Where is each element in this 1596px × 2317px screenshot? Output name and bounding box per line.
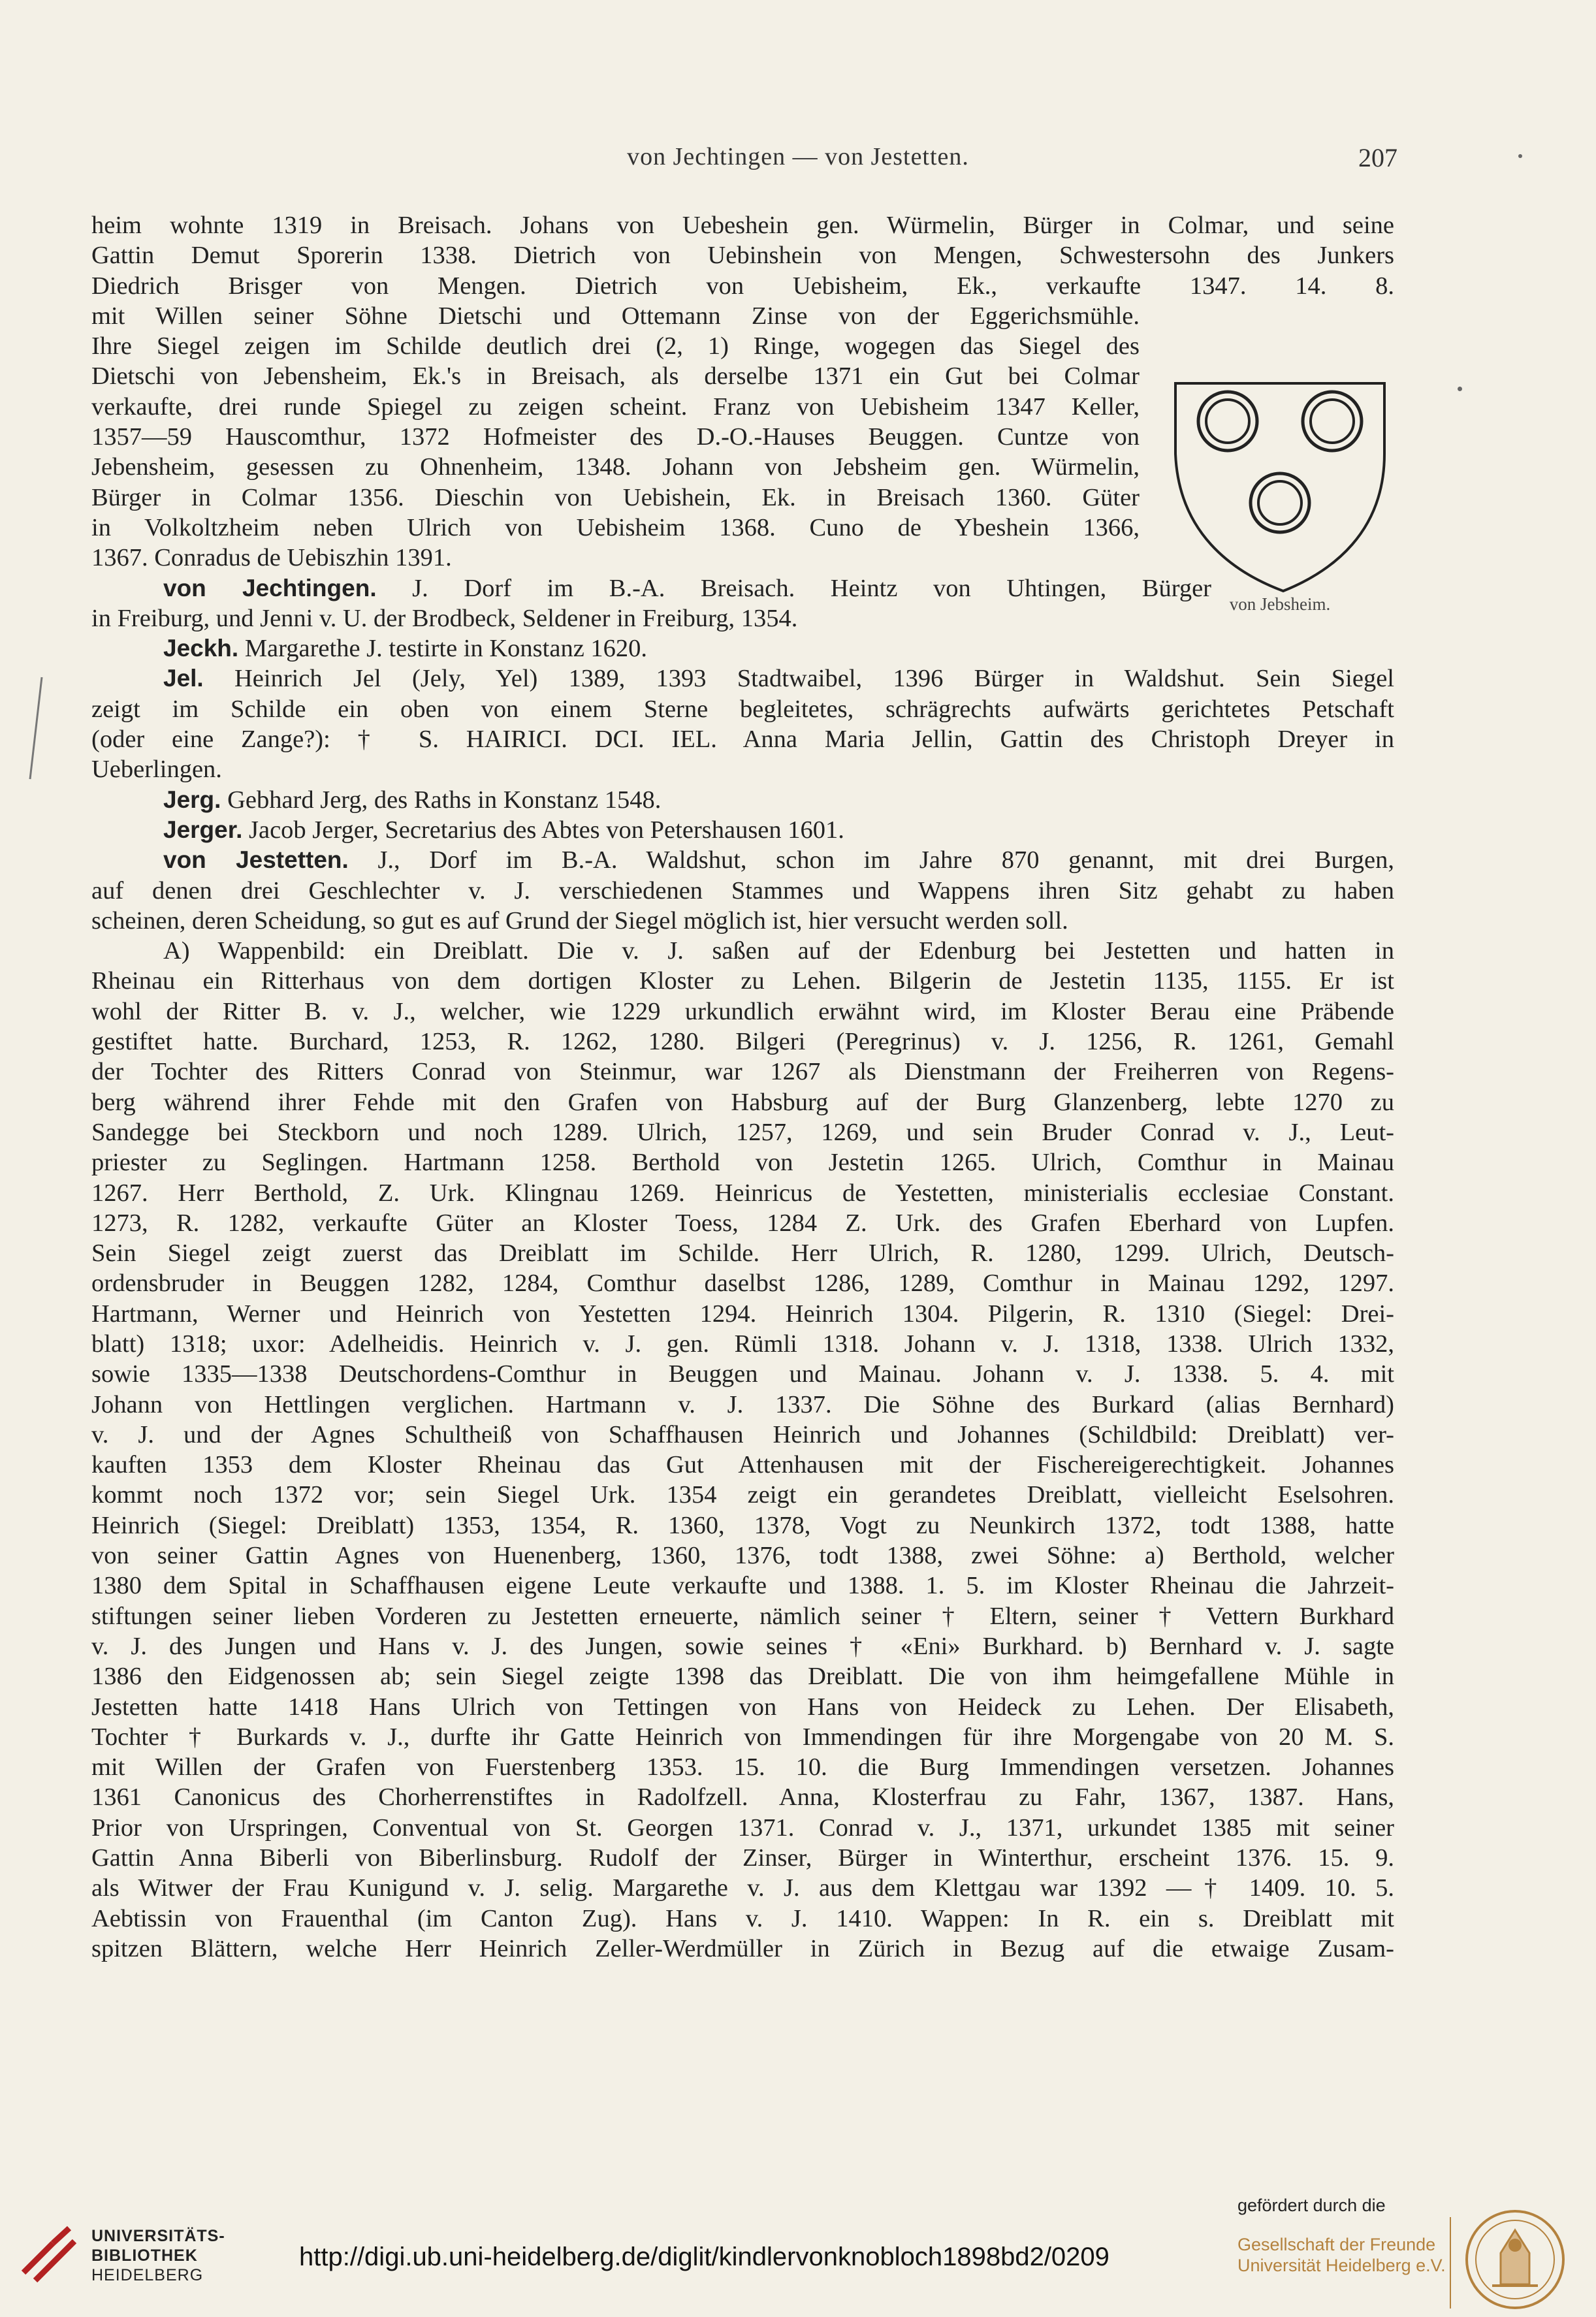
line-text: ordensbruder in Beuggen 1282, 1284, Comthur daselbst 1286, 1289, Comthur in Mainau 1292, 1297. [91,1270,1394,1298]
scan-speck [1458,387,1462,391]
line-text: J., Dorf im B.-A. Waldshut, schon im Jahre 870 genannt, mit drei Burgen, [348,846,1394,874]
text-line [91,785,1394,815]
text-line [91,573,1211,603]
line-text: zeigt im Schilde ein oben von einem Sterne begleitetes, schrägrechts aufwärts gerichtetes Petschaft [91,695,1394,723]
library-name-line3: HEIDELBERG [91,2266,204,2284]
text-line [91,845,1394,875]
line-text: berg während ihrer Fehde mit den Grafen von Habsburg auf der Burg Glanzenberg, lebte 1270 zu [91,1088,1394,1116]
line-text: als Witwer der Frau Kunigund v. J. selig. Margarethe v. J. aus dem Klettgau war 1392 —† 1409. 10. 5. [91,1874,1394,1902]
text-line [91,1571,1394,1601]
line-text: spitzen Blättern, welche Herr Heinrich Zeller-Werdmüller in Zürich in Bezug auf die etwaige Zusam- [91,1934,1394,1962]
text-line [91,1722,1394,1752]
line-text: 1367. Conradus de Uebiszhin 1391. [91,544,452,572]
line-text: Sandegge bei Steckborn und noch 1289. Ulrich, 1257, 1269, und sein Bruder Conrad v. J., Leut- [91,1118,1394,1146]
line-text: Jebensheim, gesessen zu Ohnenheim, 1348. Johann von Jebsheim gen. Würmelin, [91,453,1140,481]
text-line [91,1843,1394,1873]
text-line [91,1027,1394,1057]
line-text: kommt noch 1372 vor; sein Siegel Urk. 1354 zeigt ein gerandetes Dreiblatt, vielleicht Eselsohren. [91,1481,1394,1509]
running-title: von Jechtingen — von Jestetten. [627,143,969,170]
line-text: auf denen drei Geschlechter v. J. verschiedenen Stammes und Wappens ihren Sitz gehabt zu haben [91,876,1394,904]
text-line [91,1782,1394,1812]
text-line [91,936,1394,966]
text-line [91,663,1394,694]
entry-headword: Jel. [163,665,204,692]
text-line [91,422,1140,452]
line-text: in Volkoltzheim neben Ulrich von Uebisheim 1368. Cuno de Ybeshein 1366, [91,513,1140,541]
line-text: 1357—59 Hauscomthur, 1372 Hofmeister des D.-O.-Hauses Beuggen. Cuntze von [91,423,1140,451]
line-text: Prior von Urspringen, Conventual von St. Georgen 1371. Conrad v. J., 1371, urkundet 1385 mit seiner [91,1814,1394,1842]
text-line [91,240,1394,270]
text-line [91,1601,1394,1631]
text-line [91,361,1140,391]
text-line [91,1147,1394,1177]
text-line [91,1873,1394,1903]
text-line [91,997,1394,1027]
line-text: Dietschi von Jebensheim, Ek.'s in Breisach, als derselbe 1371 ein Gut bei Colmar [91,362,1140,391]
text-line [91,1510,1394,1541]
line-text: A) Wappenbild: ein Dreiblatt. Die v. J. saßen auf der Edenburg bei Jestetten und hatten in [163,937,1394,965]
line-text: mit Willen der Grafen von Fuerstenberg 1353. 15. 10. die Burg Immendingen versetzen. Johannes [91,1753,1394,1782]
text-line [91,1631,1394,1661]
funded-by-label: gefördert durch die [1237,2196,1386,2215]
text-line [91,543,1140,573]
line-text: wohl der Ritter B. v. J., welcher, wie 1229 urkundlich erwähnt wird, im Kloster Berau eine Präbende [91,997,1394,1025]
figure-caption: von Jebsheim. [1229,594,1331,614]
line-text: in Freiburg, und Jenni v. U. der Brodbeck, Seldener in Freiburg, 1354. [91,604,798,632]
margin-pencil-mark [26,676,46,780]
text-line [91,1329,1394,1359]
line-text: Jacob Jerger, Secretarius des Abtes von Petershausen 1601. [242,816,844,844]
line-text: Hartmann, Werner und Heinrich von Yestetten 1294. Heinrich 1304. Pilgerin, R. 1310 (Siegel: Drei- [91,1300,1394,1328]
line-text: von seiner Gattin Agnes von Huenenberg, 1360, 1376, todt 1388, zwei Söhne: a) Berthold, welcher [91,1542,1394,1570]
library-name-line2: BIBLIOTHEK [91,2246,198,2265]
line-text: verkaufte, drei runde Spiegel zu zeigen scheint. Franz von Uebisheim 1347 Keller, [91,392,1140,421]
text-line [91,1450,1394,1480]
entry-headword: Jerger. [163,816,243,843]
text-line [91,1692,1394,1722]
text-line [91,1208,1394,1238]
text-line [91,603,1140,633]
text-line [91,1661,1394,1691]
line-text: Bürger in Colmar 1356. Dieschin von Uebishein, Ek. in Breisach 1360. Güter [91,483,1140,511]
entry-headword: von Jestetten. [163,846,349,874]
line-text: scheinen, deren Scheidung, so gut es auf Grund der Siegel möglich ist, hier versucht werden soll. [91,906,1068,935]
text-line [91,1299,1394,1329]
text-line [91,1541,1394,1571]
line-text: Ihre Siegel zeigen im Schilde deutlich drei (2, 1) Ringe, wogegen das Siegel des [91,332,1140,360]
line-text: 1267. Herr Berthold, Z. Urk. Klingnau 1269. Heinricus de Yestetten, ministerialis ecclesiae Constant. [91,1179,1394,1207]
society-name-line2: Universität Heidelberg e.V. [1237,2256,1446,2275]
footer [0,2181,1596,2317]
line-text: blatt) 1318; uxor: Adelheidis. Heinrich v. J. gen. Rümli 1318. Johann v. J. 1318, 1338. Ulrich 1332, [91,1330,1394,1358]
page-number: 207 [1358,143,1397,172]
text-line [91,1087,1394,1117]
line-text: Gebhard Jerg, des Raths in Konstanz 1548. [221,786,662,814]
text-line [91,483,1140,513]
line-text: sowie 1335—1338 Deutschordens-Comthur in Beuggen und Mainau. Johann v. J. 1338. 5. 4. mit [91,1360,1394,1388]
line-text: Margarethe J. testirte in Konstanz 1620. [238,635,648,663]
line-text: 1386 den Eidgenossen ab; sein Siegel zeigte 1398 das Dreiblatt. Die von ihm heimgefallene Mühle in [91,1663,1394,1691]
line-text: (oder eine Zange?): † S. HAIRICI. DCI. IEL. Anna Maria Jellin, Gattin des Christoph Dreyer in [91,726,1394,754]
text-line [91,210,1394,240]
text-line [91,876,1394,906]
text-line [91,966,1394,996]
entry-headword: Jeckh. [163,635,239,662]
running-header [0,142,1596,182]
line-text: Tochter † Burkards v. J., durfte ihr Gatte Heinrich von Immendingen für ihre Morgengabe von 20 M. S. [91,1723,1394,1751]
line-text: Gattin Anna Biberli von Biberlinsburg. Rudolf der Zinser, Bürger in Winterthur, erscheint 1376. 15. 9. [91,1844,1394,1872]
text-line [91,331,1140,361]
text-line [91,1752,1394,1782]
text-line [91,1390,1394,1420]
footer-divider [1450,2217,1451,2309]
university-seal-icon [1463,2207,1567,2312]
text-line [91,1178,1394,1208]
society-name-line1: Gesellschaft der Freunde [1237,2235,1436,2254]
text-line [91,392,1140,422]
university-library-logo-icon [17,2220,82,2286]
line-text: Jestetten hatte 1418 Hans Ulrich von Tettingen von Hans von Heideck zu Lehen. Der Elisabeth, [91,1693,1394,1721]
text-line [91,301,1140,331]
text-line [91,1117,1394,1147]
line-text: Heinrich (Siegel: Dreiblatt) 1353, 1354, R. 1360, 1378, Vogt zu Neunkirch 1372, todt 1388, hatte [91,1511,1394,1539]
line-text: J. Dorf im B.-A. Breisach. Heintz von Uhtingen, Bürger [376,574,1211,602]
line-text: Gattin Demut Sporerin 1338. Dietrich von Uebinshein von Mengen, Schwestersohn des Junkers [91,242,1394,270]
text-line [91,815,1394,845]
text-line [91,1238,1394,1268]
text-line [91,906,1394,936]
line-text: Aebtissin von Frauenthal (im Canton Zug). Hans v. J. 1410. Wappen: In R. ein s. Dreiblatt mit [91,1904,1394,1932]
text-line [91,1904,1394,1934]
permalink-url[interactable]: http://digi.ub.uni-heidelberg.de/diglit/kindlervonknobloch1898bd2/0209 [299,2243,1109,2271]
line-text: v. J. des Jungen und Hans v. J. des Jungen, sowie seines † «Eni» Burkhard. b) Bernhard v. J. sagte [91,1632,1394,1660]
text-line [91,1934,1394,1964]
line-text: gestiftet hatte. Burchard, 1253, R. 1262, 1280. Bilgeri (Peregrinus) v. J. 1256, R. 1261, Gemahl [91,1028,1394,1056]
line-text: v. J. und der Agnes Schultheiß von Schaffhausen Heinrich und Johannes (Schildbild: Dreiblatt) ver- [91,1420,1394,1448]
text-line [91,1420,1394,1450]
text-line [91,1057,1394,1087]
line-text: Heinrich Jel (Jely, Yel) 1389, 1393 Stadtwaibel, 1396 Bürger in Waldshut. Sein Siegel [203,665,1394,693]
line-text: Sein Siegel zeigt zuerst das Dreiblatt im Schilde. Herr Ulrich, R. 1280, 1299. Ulrich, Deutsch- [91,1239,1394,1268]
scan-speck [1518,154,1522,158]
line-text: mit Willen seiner Söhne Dietschi und Ottemann Zinse von der Eggerichsmühle. [91,302,1140,330]
text-line [91,1359,1394,1389]
line-text: heim wohnte 1319 in Breisach. Johans von Uebeshein gen. Würmelin, Bürger in Colmar, und seine [91,212,1394,239]
entry-headword: von Jechtingen. [163,574,377,601]
text-line [91,1480,1394,1510]
line-text: der Tochter des Ritters Conrad von Steinmur, war 1267 als Dienstmann der Freiherren von Regens- [91,1058,1394,1086]
line-text: kauften 1353 dem Kloster Rheinau das Gut Attenhausen mit der Fischereigerechtigkeit. Johannes [91,1451,1394,1479]
text-line [91,452,1140,482]
line-text: Ueberlingen. [91,756,222,784]
shield-three-rings-icon [1169,376,1391,630]
line-text: 1361 Canonicus des Chorherrenstiftes in Radolfzell. Anna, Klosterfrau zu Fahr, 1367, 1387. Hans, [91,1783,1394,1812]
text-line [91,633,1394,663]
text-line [91,694,1394,724]
line-text: Diedrich Brisger von Mengen. Dietrich von Uebisheim, Ek., verkaufte 1347. 14. 8. [91,272,1394,300]
text-line [91,513,1140,543]
line-text: stiftungen seiner lieben Vorderen zu Jestetten erneuerte, nämlich seiner † Eltern, seiner † Vettern Burkhard [91,1602,1394,1630]
coat-of-arms-figure [1169,376,1391,630]
text-line [91,1268,1394,1298]
text-line [91,754,1394,784]
entry-headword: Jerg. [163,786,221,813]
line-text: priester zu Seglingen. Hartmann 1258. Berthold von Jestetin 1265. Ulrich, Comthur in Mainau [91,1149,1394,1177]
text-line [91,271,1394,301]
text-line [91,1813,1394,1843]
line-text: 1380 dem Spital in Schaffhausen eigene Leute verkaufte und 1388. 1. 5. im Kloster Rheinau die Jahrzeit- [91,1572,1394,1600]
text-line [91,724,1394,754]
line-text: Rheinau ein Ritterhaus von dem dortigen Kloster zu Lehen. Bilgerin de Jestetin 1135, 1155. Er ist [91,967,1394,995]
line-text: Johann von Hettlingen verglichen. Hartmann v. J. 1337. Die Söhne des Burkard (alias Bernhard) [91,1390,1394,1418]
line-text: 1273, R. 1282, verkaufte Güter an Kloster Toess, 1284 Z. Urk. des Grafen Eberhard von Lupfen. [91,1209,1394,1237]
library-name-line1: UNIVERSITÄTS- [91,2227,225,2245]
